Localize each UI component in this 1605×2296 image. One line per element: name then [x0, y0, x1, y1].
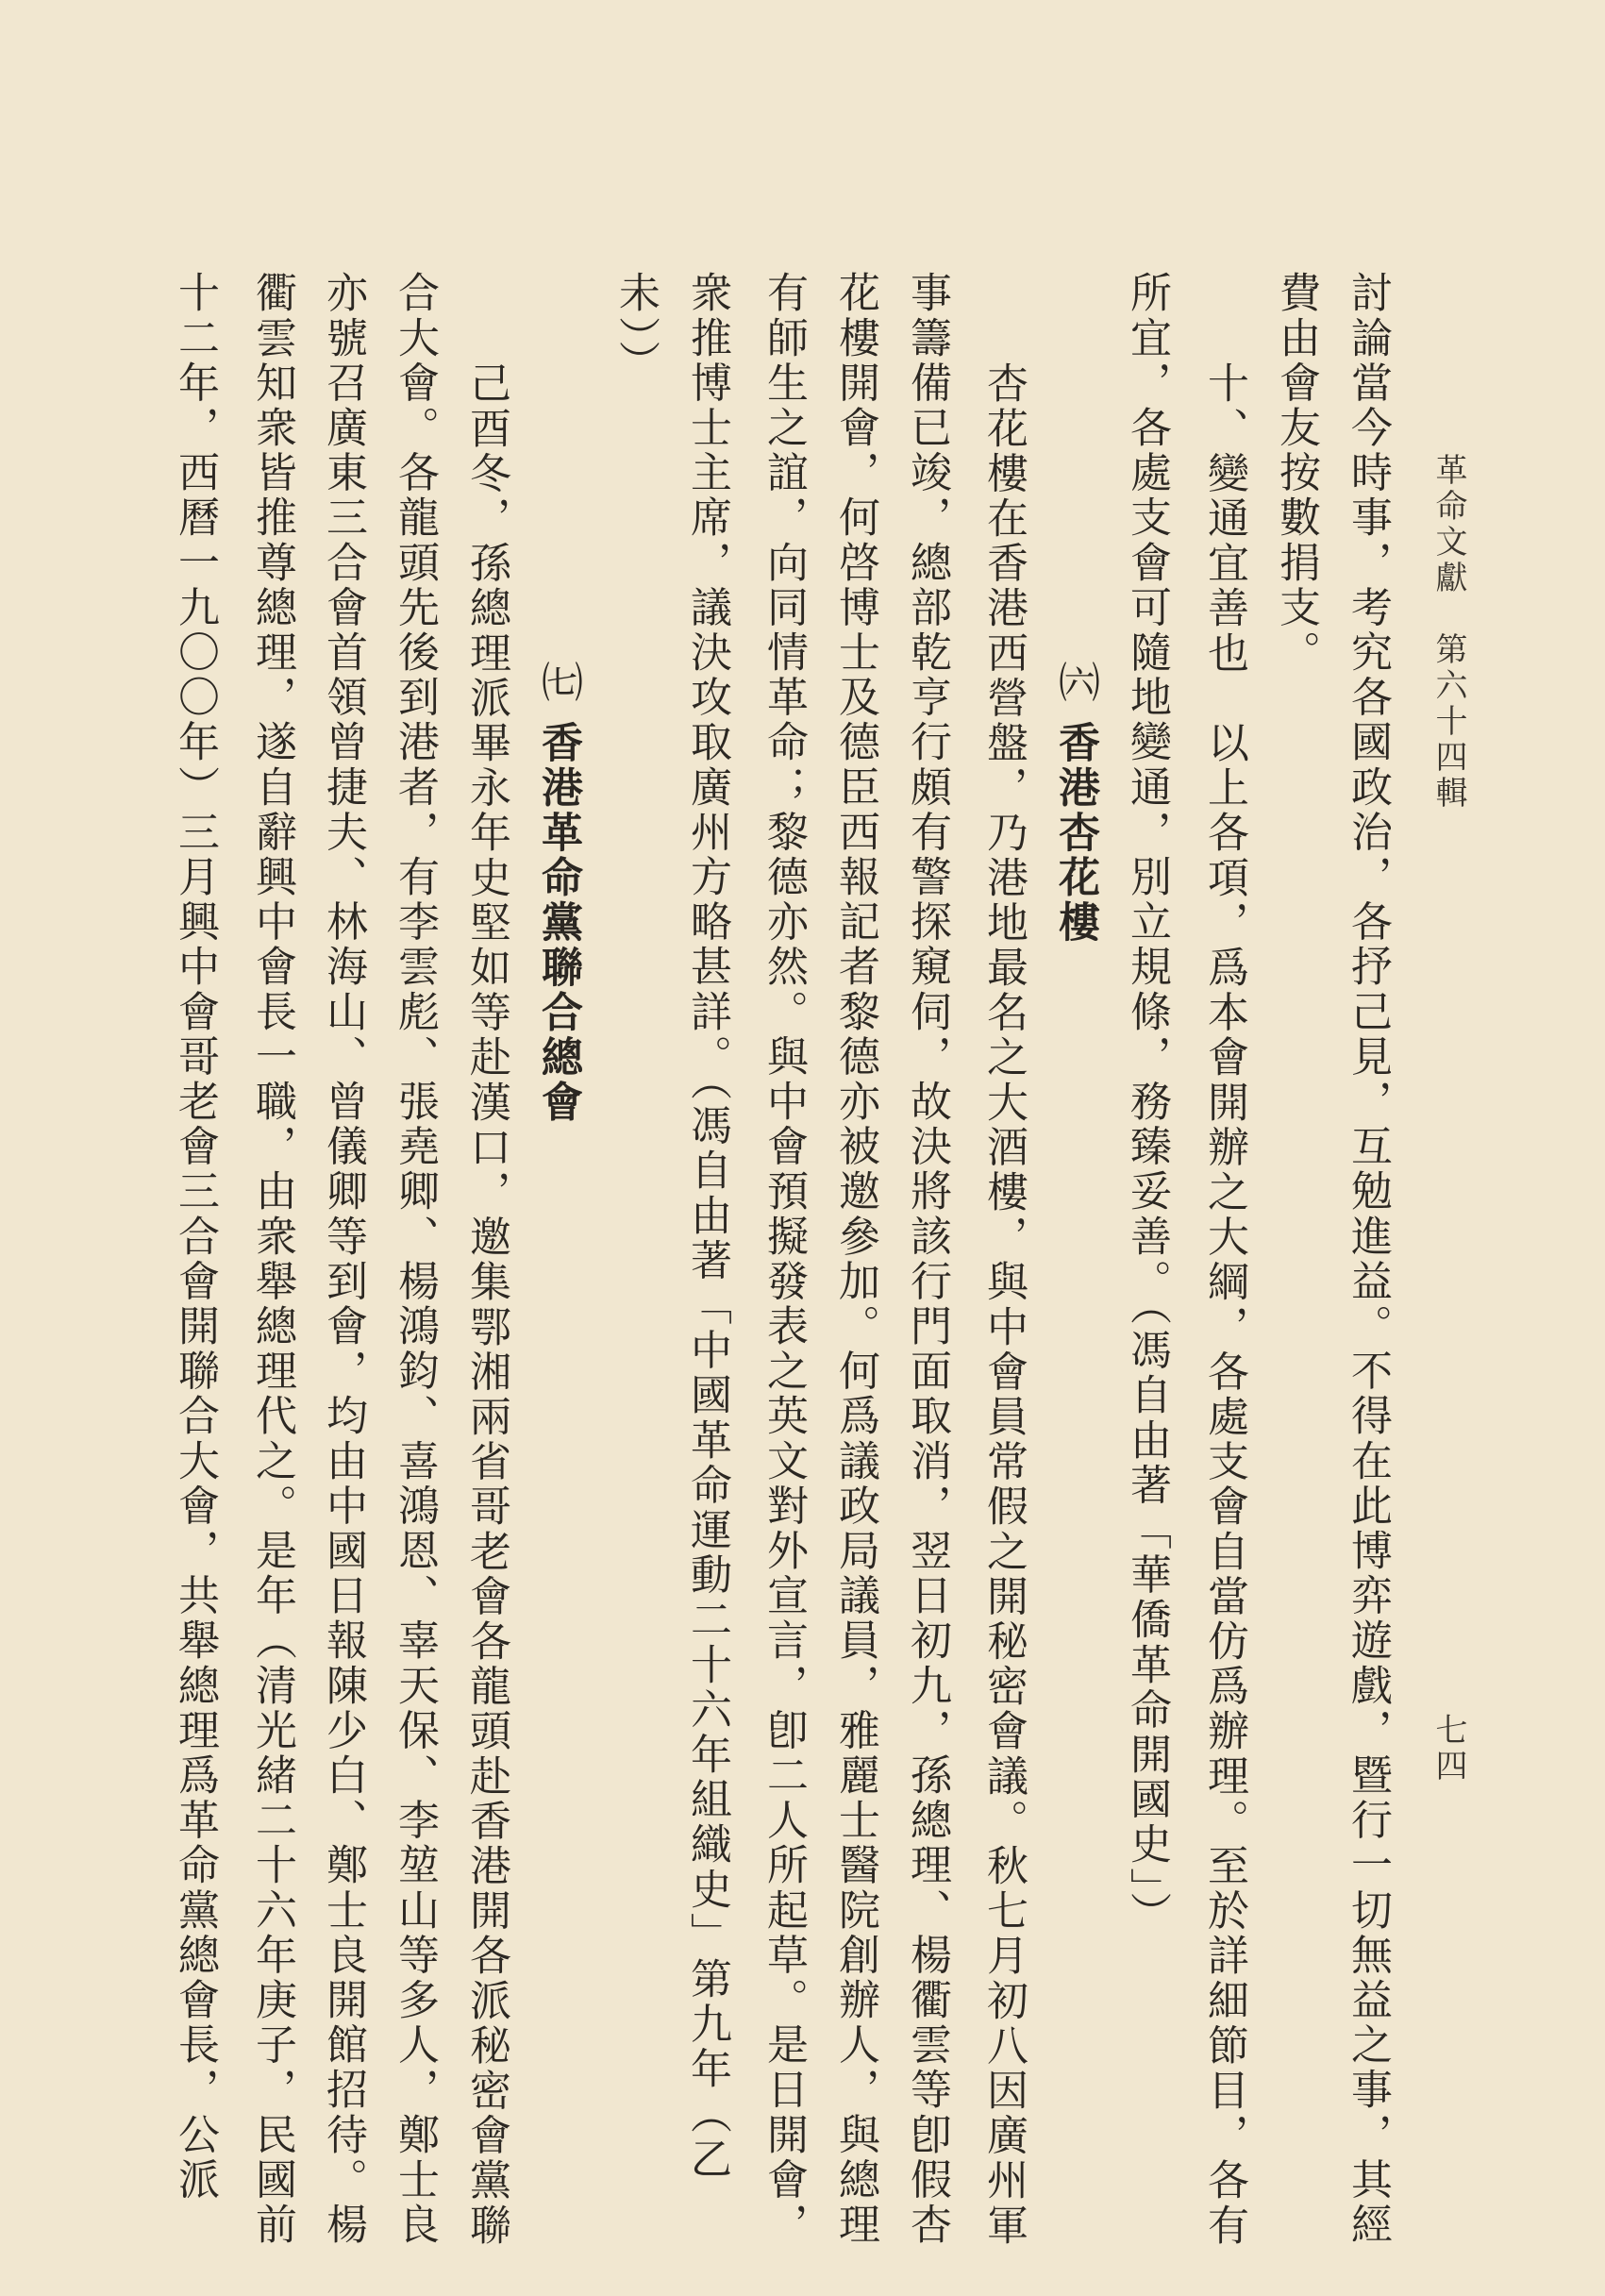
text-column: 有師生之誼，向同情革命；黎德亦然。與中會預擬發表之英文對外宣言，卽二人所起草。是日開會，	[760, 271, 808, 2248]
text-column: 花樓開會，何啓博士及德臣西報記者黎德亦被邀參加。何爲議政局議員，雅麗士醫院創辦人，與總理	[831, 271, 879, 2248]
text-column: 合大會。各龍頭先後到港者，有李雲彪、張堯卿、楊鴻鈞、喜鴻恩、辜天保、李堃山等多人，鄭士良	[391, 271, 439, 2248]
text-column: 十二年，西曆一九〇〇年）三月興中會哥老會三合會開聯合大會，共舉總理爲革命黨總會長，公派	[171, 271, 219, 2203]
page-number: 七四	[1429, 1713, 1467, 1785]
section-number: ㈦	[534, 661, 582, 706]
section-heading-6	[1052, 661, 1097, 946]
text-column: 十、變通宜善也 以上各項，爲本會開辦之大綱，各處支會自當仿爲辦理。至於詳細節目，各有	[1200, 361, 1248, 2249]
text-column: 事籌備已竣，總部乾亨行頗有警探窺伺，故決將該行門面取消，翌日初九，孫總理、楊衢雲等卽假杏	[903, 271, 951, 2248]
text-column: 亦號召廣東三合會首領曾捷夫、林海山、曾儀卿等到會，均由中國日報陳少白、鄭士良開館招待。楊	[319, 271, 367, 2248]
text-column: 己酉冬，孫總理派畢永年史堅如等赴漢口，邀集鄂湘兩省哥老會各龍頭赴香港開各派秘密會黨聯	[462, 361, 510, 2249]
text-column: 所宜，各處支會可隨地變通，別立規條，務臻妥善。（馮自由著「華僑革命開國史」）	[1123, 271, 1171, 1936]
section-number: ㈥	[1051, 661, 1099, 706]
text-column: 討論當今時事，考究各國政治，各抒己見，互勉進益。不得在此博弈遊戲，暨行一切無益之事，其經	[1344, 271, 1392, 2248]
section-title: 香港革命黨聯合總會	[534, 720, 582, 1126]
text-column: 衢雲知衆皆推尊總理，遂自辭興中會長一職，由衆舉總理代之。是年（清光緒二十六年庚子，民國前	[248, 271, 296, 2248]
text-column: 費由會友按數捐支。	[1272, 271, 1320, 676]
section-heading-7	[535, 661, 580, 1125]
section-title: 香港杏花樓	[1051, 720, 1099, 946]
text-column: 杏花樓在香港西營盤，乃港地最名之大酒樓，與中會員常假之開秘密會議。秋七月初八因廣州軍	[979, 361, 1028, 2249]
running-header-title: 革命文獻 第六十四輯	[1429, 453, 1467, 812]
text-column: 未））	[611, 271, 660, 385]
text-column: 衆推博士主席，議決攻取廣州方略甚詳。（馮自由著「中國革命運動二十六年組織史」第九年（乙	[683, 271, 731, 2182]
